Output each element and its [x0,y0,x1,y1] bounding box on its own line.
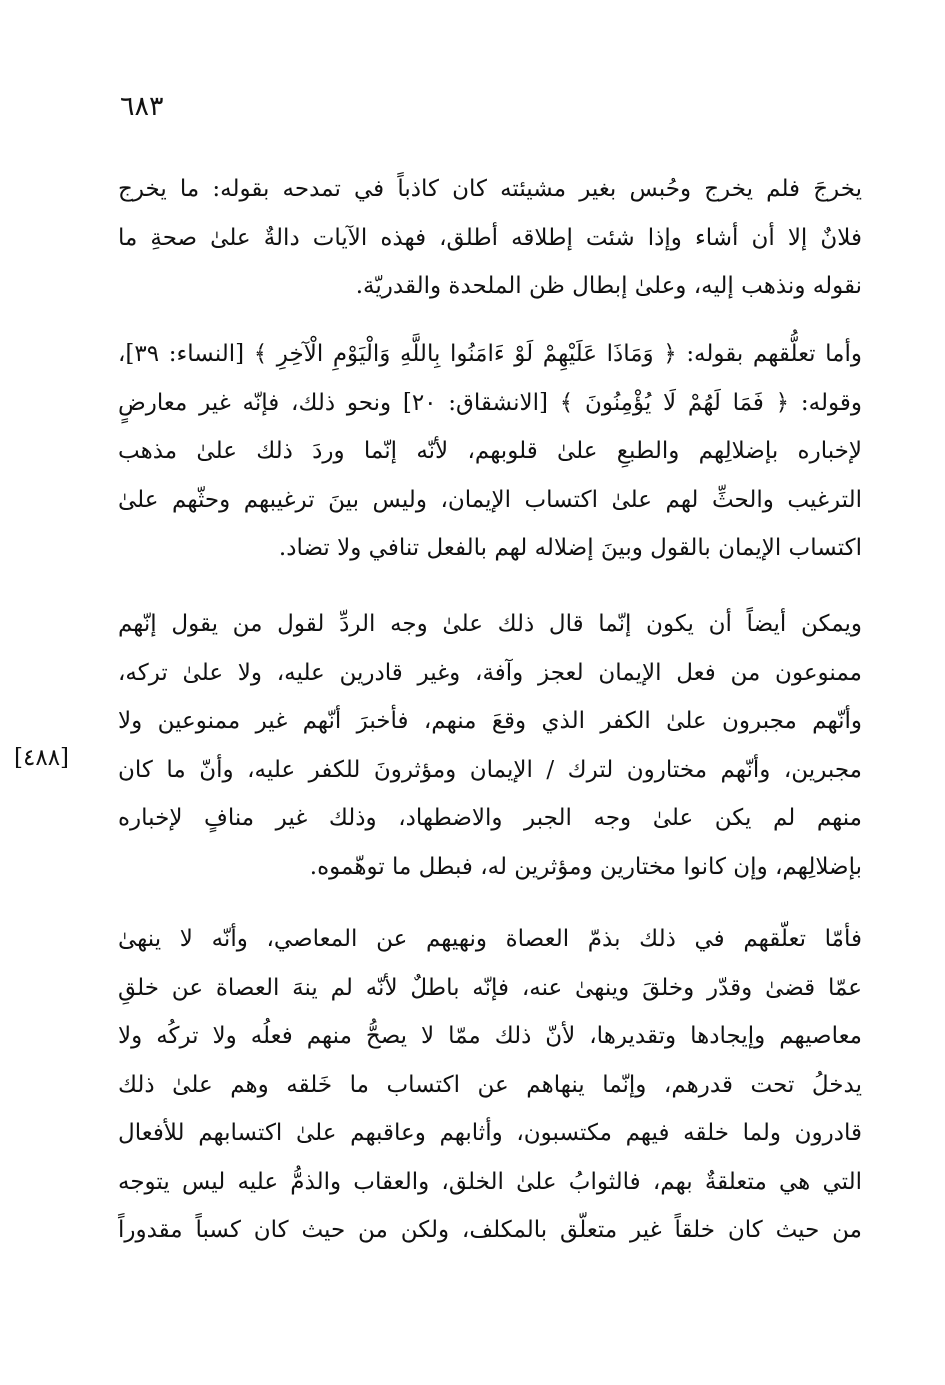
text-line: يدخلُ تحت قدرهم، وإنّما ينهاهم عن اكتساب ما خَلقه وهم علىٰ ذلك [118,1071,862,1098]
text-line: منهم لم يكن علىٰ وجه الجبر والاضطهاد، وذلك غير منافٍ لإخباره [118,805,862,831]
text-line: الترغيب والحثِّ لهم علىٰ اكتساب الإيمان، وليس بينَ ترغيبهم وحثّهم علىٰ [118,486,862,513]
text-line: بإضلالِهم، وإن كانوا مختارين ومؤثرين له، فبطل ما توهّموه. [309,853,862,880]
text-line: التي هي متعلقةٌ بهم، فالثوابُ علىٰ الخلق، والعقاب والذمُّ عليه ليس يتوجه [118,1168,862,1195]
text-line: لإخباره بإضلالِهم والطبعِ علىٰ قلوبهم، لأنّه إنّما وردَ ذلك علىٰ مذهب [118,438,862,464]
text-line: نقوله ونذهب إليه، وعلىٰ إبطال ظن الملحدة والقدريّة. [355,273,862,299]
text-line-with-quran-verse: وقوله: ﴿ فَمَا لَهُمْ لَا يُؤْمِنُونَ ﴾ [الانشقاق: ٢٠] ونحو ذلك، فإنّه غير معارضٍ [118,389,862,416]
paragraph-1 [118,165,862,311]
text-line-with-quran-verse: وأما تعلُّقهم بقوله: ﴿ وَمَاذَا عَلَيْهِمْ لَوْ ءَامَنُوا بِاللَّهِ وَالْيَوْمِ الْآخِرِ ﴾ [النساء: ٣٩]، [118,341,863,367]
margin-manuscript-reference: [٤٨٨] [14,745,70,771]
text-line: فلانٌ إلا أن أشاء وإذا شئت إطلاقه أطلق، فهذه الآيات دالةٌ علىٰ صحةِ ما [118,224,862,251]
text-line: فأمّا تعلّقهم في ذلك بذمّ العصاة ونهيهم عن المعاصي، وأنّه لا ينهىٰ [118,926,862,952]
text-line: معاصيهم وإيجادها وتقديرها، لأنّ ذلك ممّا لا يصحُّ منهم فعلُه ولا تركُه ولا [118,1023,862,1049]
paragraph-4 [118,915,862,1255]
text-line: يخرجَ فلم يخرج وحُبس بغير مشيئته كان كاذباً في تمدحه بقوله: ما يخرج [118,176,862,202]
paragraph-2 [118,330,862,573]
text-line: قادرون ولما خلقه فيهم مكتسبون، وأثابهم وعاقبهم علىٰ اكتسابهم للأفعال [118,1120,862,1146]
text-line: وأنّهم مجبرون علىٰ الكفر الذي وقعَ منهم، فأخبرَ أنّهم غير ممنوعين ولا [118,708,862,734]
text-line: عمّا قضىٰ وقدّر وخلقَ وينهىٰ عنه، فإنّه باطلٌ لأنّه لم ينهَ العصاة عن خلقِ [118,974,862,1001]
text-line: ويمكن أيضاً أن يكون إنّما قال ذلك علىٰ وجه الردِّ لقول من يقول إنّهم [118,611,862,637]
page-number: ٦٨٣ [120,91,164,122]
text-line: مجبرين، وأنّهم مختارون لترك / الإيمان ومؤثرونَ للكفر عليه، وأنّ ما كان [118,756,862,783]
paragraph-3 [118,600,862,891]
text-line: من حيث كان خلقاً غير متعلّق بالمكلف، ولكن من حيث كان كسباً مقدوراً [118,1217,862,1243]
text-line: اكتساب الإيمان بالقول وبينَ إضلاله لهم بالفعل تنافي ولا تضاد. [278,535,862,561]
text-line: ممنوعون من فعل الإيمان لعجز وآفة، وغير قادرين عليه، ولا علىٰ تركه، [118,659,862,686]
